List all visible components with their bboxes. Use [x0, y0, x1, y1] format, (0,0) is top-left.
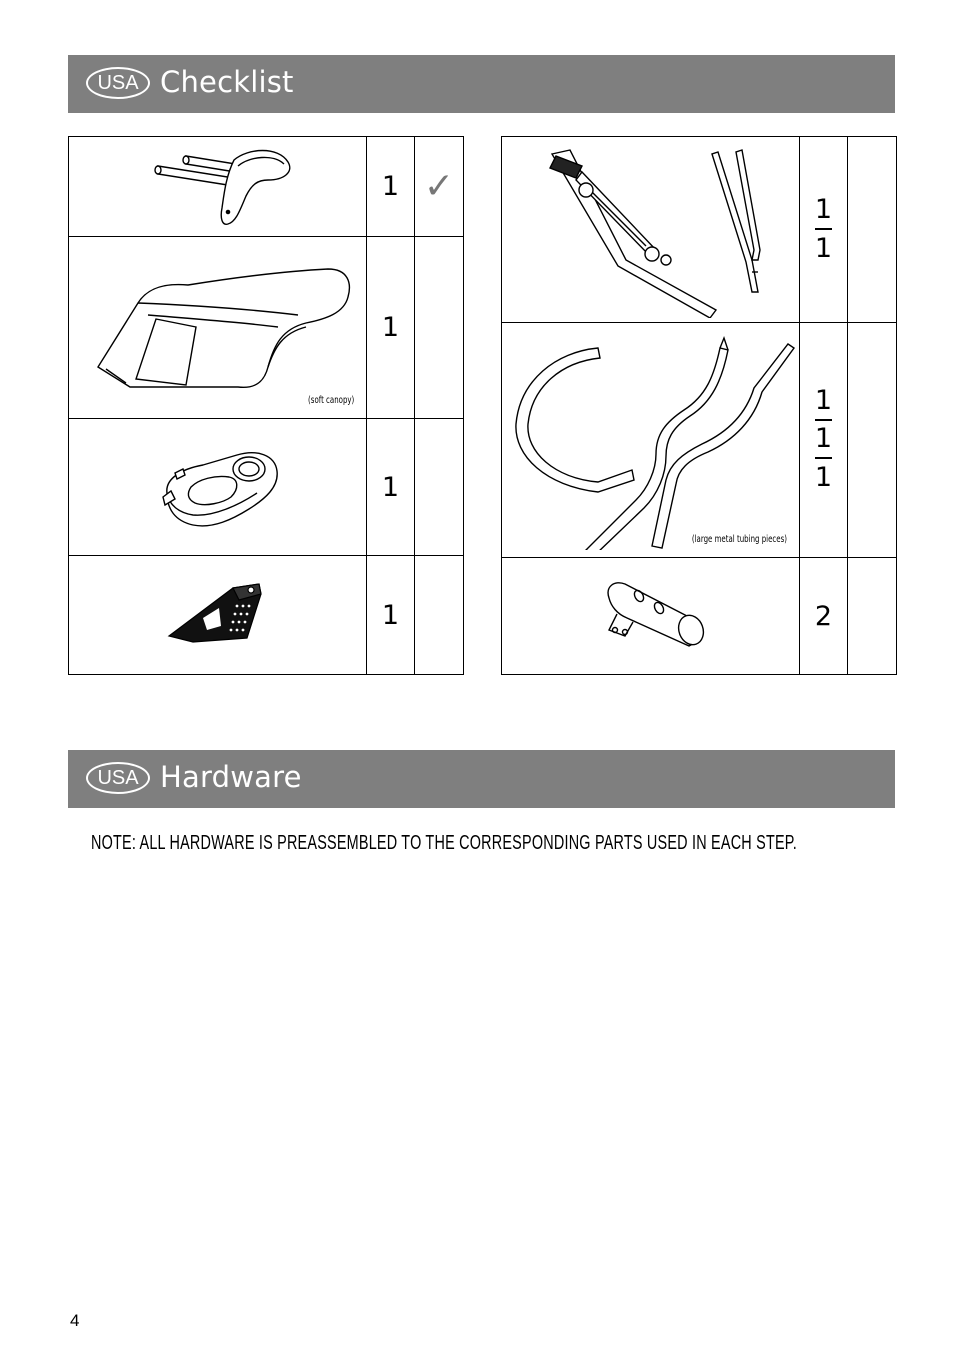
checklist-title: Checklist	[160, 65, 294, 99]
quantity: 1	[367, 237, 415, 419]
quantity: 1	[814, 232, 833, 264]
table-row	[502, 137, 897, 323]
quantity: 1	[367, 137, 415, 237]
quantity-stack	[815, 192, 832, 268]
table-row	[502, 323, 897, 558]
check-cell[interactable]	[848, 323, 897, 558]
quantity: 1	[815, 421, 832, 459]
quantity	[800, 137, 848, 323]
quantity: 1	[815, 192, 832, 230]
quantity: 1	[367, 556, 415, 675]
part-image-cell	[502, 137, 800, 323]
quantity	[800, 323, 848, 558]
part-image-cell	[69, 237, 367, 419]
usa-badge: USA	[86, 762, 150, 794]
metal-tubing-icon	[506, 330, 796, 550]
part-image-cell	[502, 558, 800, 675]
tube-connector-icon	[591, 574, 711, 658]
quantity-stack	[815, 383, 832, 497]
usa-badge: USA	[86, 67, 150, 99]
canopy-frame-icon	[138, 144, 298, 230]
hardware-header	[68, 750, 895, 808]
check-cell[interactable]	[415, 556, 464, 675]
table-row	[69, 419, 464, 556]
quantity: 2	[800, 558, 848, 675]
checklist-table-left	[68, 136, 464, 675]
handle-frame-icon	[526, 142, 776, 318]
table-row	[69, 237, 464, 419]
part-caption: (soft canopy)	[307, 395, 354, 406]
table-row	[69, 137, 464, 237]
check-cell[interactable]	[415, 419, 464, 556]
child-tray-icon	[153, 439, 283, 535]
table-row	[502, 558, 897, 675]
part-caption: (large metal tubing pieces)	[691, 534, 787, 545]
table-row	[69, 556, 464, 675]
quantity: 1	[815, 383, 832, 421]
checklist-table-right	[501, 136, 897, 675]
check-cell[interactable]	[848, 137, 897, 323]
quantity: 1	[814, 462, 833, 493]
check-cell[interactable]	[848, 558, 897, 675]
part-image-cell	[69, 556, 367, 675]
checklist-header	[68, 55, 895, 113]
page-number: 4	[70, 1311, 80, 1330]
hardware-title: Hardware	[160, 760, 302, 794]
check-cell[interactable]	[415, 237, 464, 419]
part-image-cell	[69, 137, 367, 237]
check-cell[interactable]	[415, 137, 464, 237]
footrest-icon	[163, 578, 273, 652]
checkmark-icon: ✓	[423, 166, 455, 207]
soft-canopy-icon	[78, 253, 358, 403]
part-image-cell	[69, 419, 367, 556]
hardware-note: NOTE: ALL HARDWARE IS PREASSEMBLED TO THE CORRESPONDING PARTS USED IN EACH STEP.	[91, 832, 797, 854]
quantity: 1	[367, 419, 415, 556]
part-image-cell	[502, 323, 800, 558]
